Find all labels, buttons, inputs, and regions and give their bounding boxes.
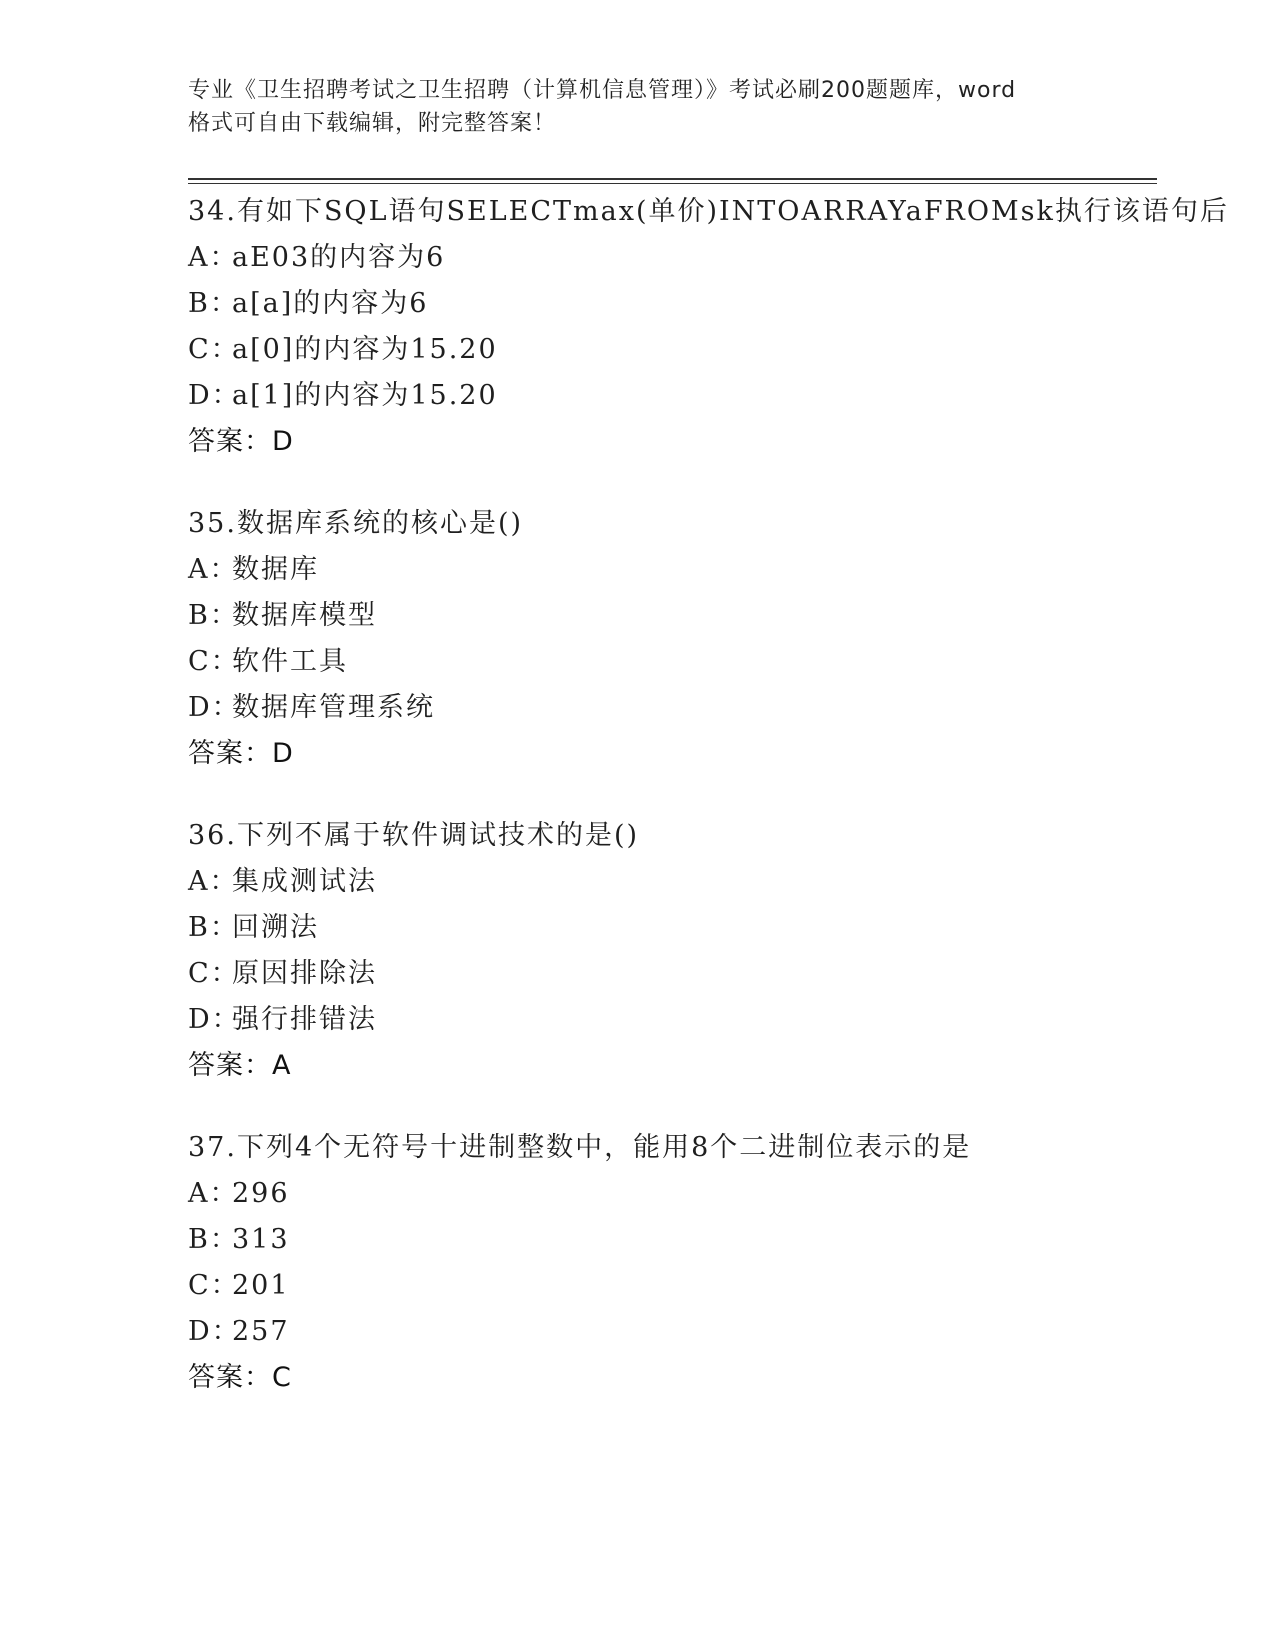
option-key: A： — [188, 1178, 239, 1209]
option-text: 软件工具 — [232, 646, 348, 677]
answer-line: 答案：D — [188, 426, 294, 457]
option-c — [188, 1263, 1148, 1309]
answer-line: 答案：C — [188, 1362, 292, 1393]
option-b — [188, 1217, 1148, 1263]
option-text: 回溯法 — [232, 912, 319, 943]
option-b — [188, 593, 1148, 639]
option-text: 数据库 — [232, 554, 319, 585]
question-35 — [188, 501, 1148, 777]
option-key: C： — [188, 334, 240, 365]
question-stem: 35.数据库系统的核心是() — [188, 508, 524, 539]
header-divider-thick — [188, 178, 1157, 180]
option-key: D： — [188, 380, 241, 411]
option-d — [188, 997, 1148, 1043]
option-d — [188, 1309, 1148, 1355]
option-a — [188, 235, 1148, 281]
option-a — [188, 859, 1148, 905]
header-line-1: 专业《卫生招聘考试之卫生招聘（计算机信息管理）》考试必刷200题题库，word — [188, 78, 1017, 103]
option-key: D： — [188, 1004, 241, 1035]
option-a — [188, 1171, 1148, 1217]
answer-line: 答案：D — [188, 738, 294, 769]
option-text: 201 — [232, 1270, 290, 1301]
option-key: B： — [188, 1224, 239, 1255]
option-text: a[0]的内容为15.20 — [232, 334, 498, 365]
option-text: 原因排除法 — [232, 958, 377, 989]
question-stem: 36.下列不属于软件调试技术的是() — [188, 820, 640, 851]
question-stem: 34.有如下SQL语句SELECTmax(单价)INTOARRAYaFROMsk执行该语句后 — [188, 196, 1229, 227]
option-key: D： — [188, 692, 241, 723]
option-text: 数据库模型 — [232, 600, 377, 631]
option-a — [188, 547, 1148, 593]
option-c — [188, 951, 1148, 997]
question-list — [188, 189, 1229, 1437]
option-key: C： — [188, 646, 240, 677]
option-text: 集成测试法 — [232, 866, 377, 897]
option-text: 313 — [232, 1224, 290, 1255]
option-key: B： — [188, 912, 239, 943]
option-text: 257 — [232, 1316, 290, 1347]
option-text: 强行排错法 — [232, 1004, 377, 1035]
option-c — [188, 327, 1148, 373]
option-text: a[a]的内容为6 — [232, 288, 429, 319]
header-divider-thin — [188, 183, 1157, 184]
option-c — [188, 639, 1148, 685]
option-text: 296 — [232, 1178, 290, 1209]
document-header — [188, 74, 1088, 140]
option-text: 数据库管理系统 — [232, 692, 435, 723]
option-key: C： — [188, 1270, 240, 1301]
option-key: B： — [188, 600, 239, 631]
option-key: A： — [188, 242, 239, 273]
question-stem: 37.下列4个无符号十进制整数中，能用8个二进制位表示的是 — [188, 1132, 972, 1163]
question-34 — [188, 189, 1229, 465]
header-line-2: 格式可自由下载编辑，附完整答案！ — [188, 111, 557, 136]
option-d — [188, 685, 1148, 731]
answer-line: 答案：A — [188, 1050, 292, 1081]
option-text: aE03的内容为6 — [232, 242, 446, 273]
option-d — [188, 373, 1148, 419]
option-key: D： — [188, 1316, 241, 1347]
option-key: B： — [188, 288, 239, 319]
option-key: C： — [188, 958, 240, 989]
option-key: A： — [188, 554, 239, 585]
option-text: a[1]的内容为15.20 — [232, 380, 498, 411]
question-36 — [188, 813, 1148, 1089]
option-b — [188, 281, 1148, 327]
option-b — [188, 905, 1148, 951]
question-37 — [188, 1125, 1148, 1401]
option-key: A： — [188, 866, 239, 897]
